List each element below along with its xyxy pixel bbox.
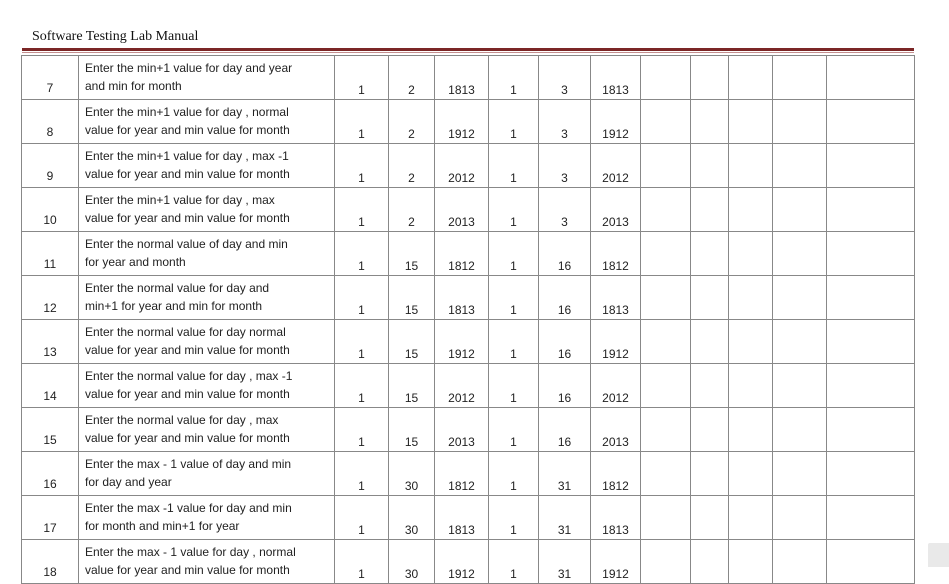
description-cell: [79, 56, 335, 100]
value-cell-v6: 2013: [591, 408, 641, 452]
empty-cell: [641, 408, 691, 452]
description-cell: [79, 452, 335, 496]
empty-cell: [773, 100, 827, 144]
description-cell: [79, 188, 335, 232]
empty-cell: [773, 320, 827, 364]
value-cell-v4: 1: [489, 276, 539, 320]
value-cell-v3: 1813: [435, 56, 489, 100]
value-cell-v5: 16: [539, 276, 591, 320]
empty-cell: [827, 364, 915, 408]
row-number-cell: 15: [22, 408, 79, 452]
empty-cell: [827, 496, 915, 540]
empty-cell: [729, 452, 773, 496]
empty-cell: [773, 452, 827, 496]
empty-cell: [691, 496, 729, 540]
empty-cell: [773, 364, 827, 408]
description-cell: [79, 232, 335, 276]
empty-cell: [729, 56, 773, 100]
value-cell-v3: 1912: [435, 540, 489, 584]
value-cell-v4: 1: [489, 540, 539, 584]
value-cell-v6: 2013: [591, 188, 641, 232]
table-row: [22, 496, 915, 540]
empty-cell: [691, 364, 729, 408]
row-number-cell: 14: [22, 364, 79, 408]
value-cell-v2: 15: [389, 232, 435, 276]
empty-cell: [729, 320, 773, 364]
value-cell-v1: 1: [335, 276, 389, 320]
value-cell-v4: 1: [489, 320, 539, 364]
value-cell-v4: 1: [489, 188, 539, 232]
description-cell: [79, 276, 335, 320]
value-cell-v2: 2: [389, 100, 435, 144]
description-line-1: Enter the normal value for day , max: [85, 413, 279, 427]
empty-cell: [641, 144, 691, 188]
row-number-cell: 17: [22, 496, 79, 540]
empty-cell: [691, 100, 729, 144]
row-number-cell: 9: [22, 144, 79, 188]
empty-cell: [827, 320, 915, 364]
empty-cell: [773, 144, 827, 188]
description-line-2: value for year and min value for month: [85, 431, 290, 445]
value-cell-v1: 1: [335, 452, 389, 496]
value-cell-v4: 1: [489, 496, 539, 540]
empty-cell: [691, 320, 729, 364]
row-number-cell: 10: [22, 188, 79, 232]
row-number-cell: 13: [22, 320, 79, 364]
description-line-1: Enter the normal value of day and min: [85, 237, 288, 251]
description-line-1: Enter the max -1 value for day and min: [85, 501, 292, 515]
table-row: [22, 276, 915, 320]
empty-cell: [691, 540, 729, 584]
table-row: [22, 188, 915, 232]
empty-cell: [729, 232, 773, 276]
empty-cell: [827, 232, 915, 276]
value-cell-v1: 1: [335, 144, 389, 188]
empty-cell: [773, 496, 827, 540]
value-cell-v2: 15: [389, 408, 435, 452]
value-cell-v5: 16: [539, 232, 591, 276]
empty-cell: [773, 56, 827, 100]
row-number-cell: 8: [22, 100, 79, 144]
empty-cell: [827, 276, 915, 320]
description-line-1: Enter the min+1 value for day and year: [85, 61, 293, 75]
row-number-cell: 7: [22, 56, 79, 100]
value-cell-v2: 2: [389, 188, 435, 232]
description-line-2: for day and year: [85, 475, 172, 489]
value-cell-v3: 1812: [435, 452, 489, 496]
empty-cell: [691, 232, 729, 276]
table-row: [22, 540, 915, 584]
row-number-cell: 16: [22, 452, 79, 496]
value-cell-v5: 31: [539, 496, 591, 540]
description-cell: [79, 144, 335, 188]
empty-cell: [641, 188, 691, 232]
empty-cell: [827, 100, 915, 144]
empty-cell: [641, 320, 691, 364]
empty-cell: [691, 408, 729, 452]
empty-cell: [827, 540, 915, 584]
table-row: [22, 232, 915, 276]
empty-cell: [691, 144, 729, 188]
empty-cell: [773, 232, 827, 276]
value-cell-v3: 1813: [435, 276, 489, 320]
value-cell-v2: 30: [389, 540, 435, 584]
description-line-2: value for year and min value for month: [85, 211, 290, 225]
value-cell-v2: 2: [389, 56, 435, 100]
empty-cell: [641, 100, 691, 144]
description-cell: [79, 408, 335, 452]
value-cell-v2: 30: [389, 496, 435, 540]
value-cell-v3: 2012: [435, 144, 489, 188]
value-cell-v5: 3: [539, 144, 591, 188]
description-line-2: value for year and min value for month: [85, 167, 290, 181]
description-line-2: for year and month: [85, 255, 186, 269]
value-cell-v2: 30: [389, 452, 435, 496]
description-line-1: Enter the normal value for day , max -1: [85, 369, 293, 383]
description-line-2: value for year and min value for month: [85, 563, 290, 577]
value-cell-v6: 1813: [591, 56, 641, 100]
description-cell: [79, 320, 335, 364]
value-cell-v4: 1: [489, 232, 539, 276]
empty-cell: [827, 144, 915, 188]
value-cell-v3: 1912: [435, 320, 489, 364]
empty-cell: [729, 188, 773, 232]
value-cell-v2: 2: [389, 144, 435, 188]
empty-cell: [641, 232, 691, 276]
table-row: [22, 452, 915, 496]
value-cell-v6: 1812: [591, 452, 641, 496]
header-rule: [22, 48, 914, 51]
empty-cell: [641, 452, 691, 496]
value-cell-v4: 1: [489, 408, 539, 452]
test-case-table: [21, 55, 915, 584]
value-cell-v5: 31: [539, 452, 591, 496]
value-cell-v6: 1813: [591, 496, 641, 540]
value-cell-v4: 1: [489, 364, 539, 408]
value-cell-v4: 1: [489, 100, 539, 144]
empty-cell: [729, 364, 773, 408]
value-cell-v1: 1: [335, 100, 389, 144]
empty-cell: [641, 496, 691, 540]
empty-cell: [729, 100, 773, 144]
value-cell-v1: 1: [335, 540, 389, 584]
value-cell-v1: 1: [335, 320, 389, 364]
value-cell-v2: 15: [389, 364, 435, 408]
description-line-1: Enter the normal value for day and: [85, 281, 270, 295]
table-row: [22, 56, 915, 100]
value-cell-v1: 1: [335, 56, 389, 100]
value-cell-v5: 16: [539, 408, 591, 452]
value-cell-v6: 1813: [591, 276, 641, 320]
value-cell-v3: 2013: [435, 188, 489, 232]
value-cell-v5: 3: [539, 188, 591, 232]
value-cell-v5: 31: [539, 540, 591, 584]
description-line-2: min+1 for year and min for month: [85, 299, 263, 313]
empty-cell: [827, 56, 915, 100]
value-cell-v3: 1813: [435, 496, 489, 540]
row-number-cell: 18: [22, 540, 79, 584]
empty-cell: [827, 188, 915, 232]
value-cell-v1: 1: [335, 496, 389, 540]
value-cell-v4: 1: [489, 56, 539, 100]
description-cell: [79, 364, 335, 408]
value-cell-v5: 16: [539, 364, 591, 408]
value-cell-v3: 2012: [435, 364, 489, 408]
empty-cell: [691, 188, 729, 232]
description-line-2: value for year and min value for month: [85, 343, 290, 357]
empty-cell: [773, 408, 827, 452]
description-line-1: Enter the min+1 value for day , normal: [85, 105, 289, 119]
value-cell-v6: 1912: [591, 540, 641, 584]
empty-cell: [773, 540, 827, 584]
empty-cell: [729, 496, 773, 540]
table-row: [22, 100, 915, 144]
description-cell: [79, 496, 335, 540]
value-cell-v5: 16: [539, 320, 591, 364]
description-line-1: Enter the min+1 value for day , max: [85, 193, 275, 207]
value-cell-v3: 1812: [435, 232, 489, 276]
description-cell: [79, 100, 335, 144]
description-line-1: Enter the min+1 value for day , max -1: [85, 149, 289, 163]
empty-cell: [729, 276, 773, 320]
table-row: [22, 144, 915, 188]
description-line-1: Enter the normal value for day normal: [85, 325, 286, 339]
value-cell-v2: 15: [389, 320, 435, 364]
empty-cell: [827, 408, 915, 452]
empty-cell: [729, 540, 773, 584]
value-cell-v6: 2012: [591, 144, 641, 188]
description-line-2: value for year and min value for month: [85, 123, 290, 137]
description-line-2: value for year and min value for month: [85, 387, 290, 401]
empty-cell: [641, 276, 691, 320]
empty-cell: [691, 452, 729, 496]
value-cell-v6: 1912: [591, 320, 641, 364]
value-cell-v3: 2013: [435, 408, 489, 452]
empty-cell: [691, 276, 729, 320]
description-line-1: Enter the max - 1 value for day , normal: [85, 545, 296, 559]
row-number-cell: 12: [22, 276, 79, 320]
empty-cell: [641, 56, 691, 100]
description-line-1: Enter the max - 1 value of day and min: [85, 457, 292, 471]
empty-cell: [773, 188, 827, 232]
value-cell-v5: 3: [539, 56, 591, 100]
description-line-2: for month and min+1 for year: [85, 519, 240, 533]
empty-cell: [641, 540, 691, 584]
value-cell-v2: 15: [389, 276, 435, 320]
value-cell-v6: 2012: [591, 364, 641, 408]
corner-widget: [928, 543, 949, 567]
value-cell-v6: 1912: [591, 100, 641, 144]
empty-cell: [729, 144, 773, 188]
value-cell-v4: 1: [489, 144, 539, 188]
row-number-cell: 11: [22, 232, 79, 276]
value-cell-v1: 1: [335, 232, 389, 276]
table-row: [22, 320, 915, 364]
value-cell-v1: 1: [335, 188, 389, 232]
empty-cell: [691, 56, 729, 100]
table-row: [22, 364, 915, 408]
value-cell-v3: 1912: [435, 100, 489, 144]
table-body: [22, 56, 915, 584]
header-rule-thin: [22, 52, 914, 53]
empty-cell: [729, 408, 773, 452]
empty-cell: [641, 364, 691, 408]
empty-cell: [827, 452, 915, 496]
page-header-title: Software Testing Lab Manual: [32, 29, 199, 44]
description-line-2: and min for month: [85, 79, 182, 93]
value-cell-v1: 1: [335, 408, 389, 452]
value-cell-v5: 3: [539, 100, 591, 144]
empty-cell: [773, 276, 827, 320]
table-row: [22, 408, 915, 452]
description-cell: [79, 540, 335, 584]
value-cell-v4: 1: [489, 452, 539, 496]
value-cell-v6: 1812: [591, 232, 641, 276]
value-cell-v1: 1: [335, 364, 389, 408]
